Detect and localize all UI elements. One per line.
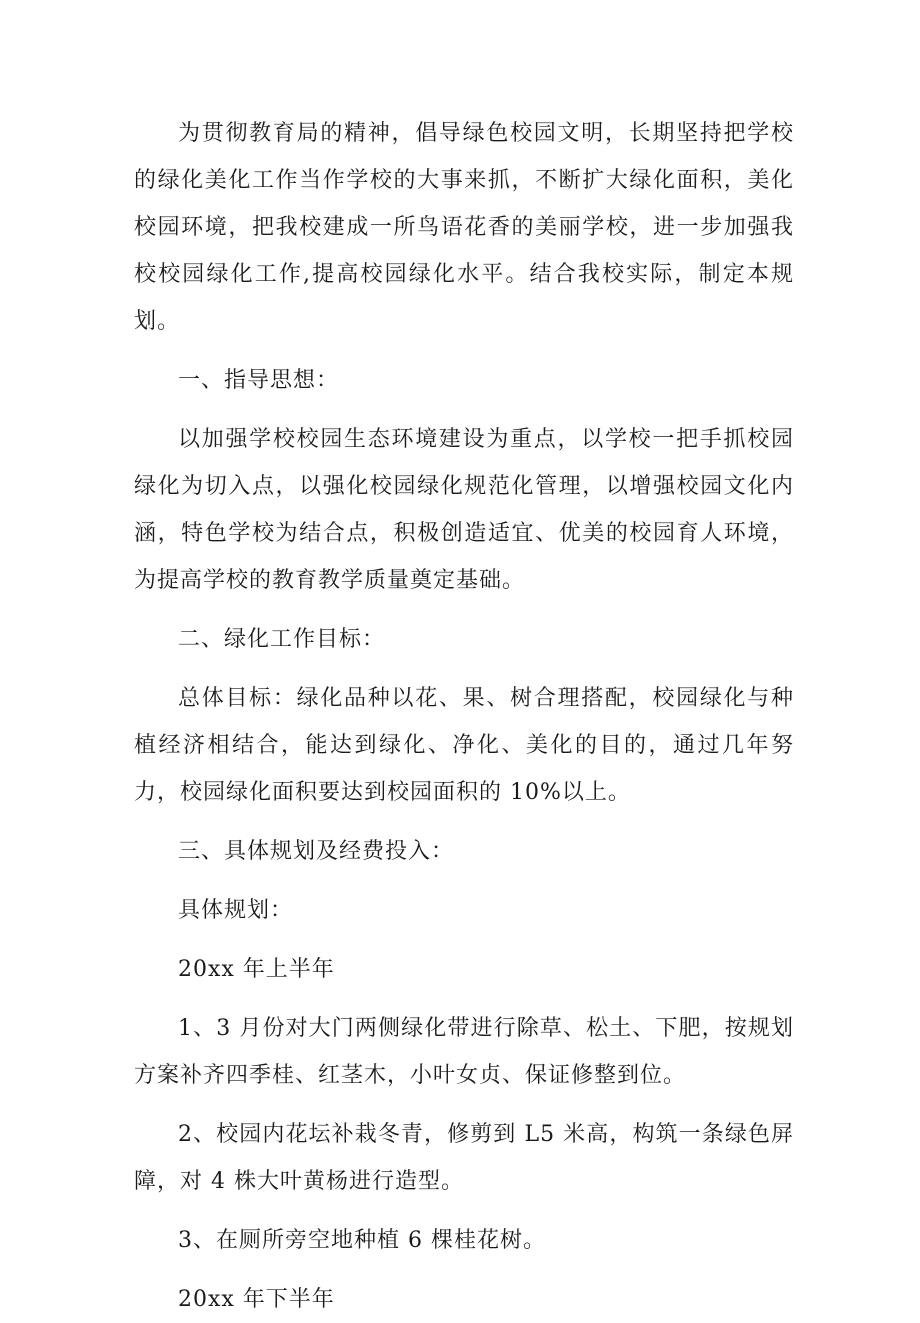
overall-goal-paragraph: 总体目标：绿化品种以花、果、树合理搭配，校园绿化与种植经济相结合，能达到绿化、净化、美化的目的，通过几年努力，校园绿化面积要达到校园面积的 10%以上。 xyxy=(134,686,794,805)
section-heading-guiding-thought: 一、指导思想： xyxy=(178,368,340,393)
intro-paragraph: 为贯彻教育局的精神，倡导绿色校园文明，长期坚持把学校的绿化美化工作当作学校的大事来抓，不断扩大绿化面积，美化校园环境，把我校建成一所鸟语花香的美丽学校，进一步加强我校校园绿化工作,提高校园绿化水平。结合我校实际，制定本规划。 xyxy=(134,121,794,334)
second-half-year-heading: 20xx 年下半年 xyxy=(178,1287,335,1312)
first-half-year-heading: 20xx 年上半年 xyxy=(178,957,335,982)
section-heading-plan-and-funding: 三、具体规划及经费投入： xyxy=(178,839,455,864)
specific-plan-label: 具体规划： xyxy=(178,898,294,923)
guiding-thought-paragraph: 以加强学校校园生态环境建设为重点，以学校一把手抓校园绿化为切入点，以强化校园绿化规范化管理，以增强校园文化内涵，特色学校为结合点，积极创造适宜、优美的校园育人环境，为提高学校的教育教学质量奠定基础。 xyxy=(134,427,794,593)
plan-item-2: 2、校园内花坛补栽冬青，修剪到 L5 米高，构筑一条绿色屏障，对 4 株大叶黄杨进行造型。 xyxy=(134,1122,794,1194)
plan-item-3: 3、在厕所旁空地种植 6 棵桂花树。 xyxy=(178,1228,546,1253)
plan-item-1: 1、3 月份对大门两侧绿化带进行除草、松土、下肥，按规划方案补齐四季桂、红茎木，小叶女贞、保证修整到位。 xyxy=(134,1016,794,1088)
section-heading-greening-goals: 二、绿化工作目标： xyxy=(178,627,386,652)
document-body xyxy=(134,110,794,1323)
